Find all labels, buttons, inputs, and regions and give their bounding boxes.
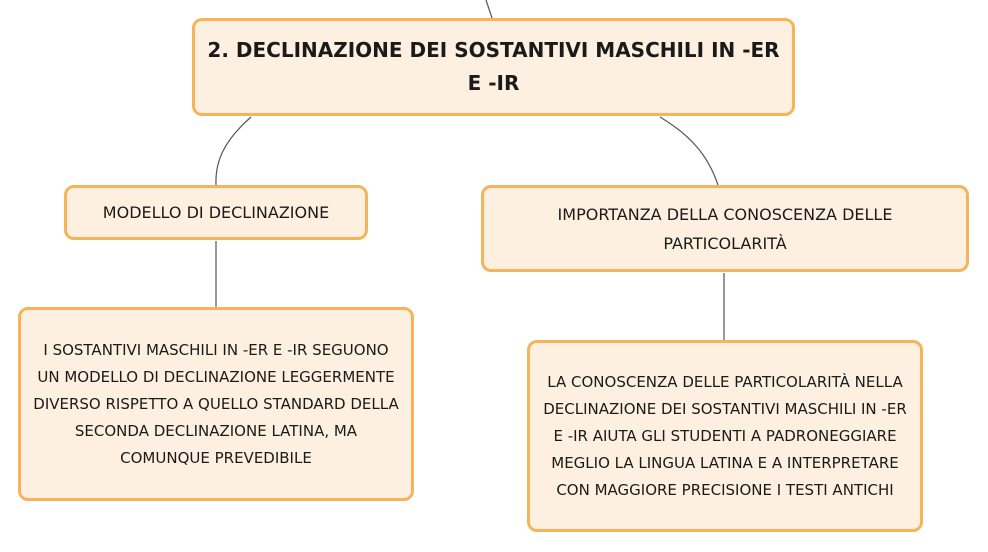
main-topic-label: 2. DECLINAZIONE DEI SOSTANTIVI MASCHILI IN -ER E -IR xyxy=(207,38,780,95)
connector-main-to-left-branch xyxy=(216,117,251,185)
branch-label-importanza: IMPORTANZA DELLA CONOSCENZA DELLE PARTICOLARITÀ xyxy=(557,204,893,253)
leaf-label-modello: I SOSTANTIVI MASCHILI IN -ER E -IR SEGUONO UN MODELLO DI DECLINAZIONE LEGGERMENTE DIVERSO RISPETTO A QUELLO STANDARD DELLA SECONDA DECLINAZIONE LATINA, MA COMUNQUE PREVEDIBILE xyxy=(33,340,399,467)
branch-node-modello[interactable] xyxy=(64,185,368,240)
leaf-node-modello[interactable] xyxy=(18,307,414,501)
leaf-node-importanza[interactable] xyxy=(527,340,923,532)
branch-node-importanza[interactable] xyxy=(481,185,969,272)
main-topic-node[interactable] xyxy=(192,18,795,116)
connector-main-to-right-branch xyxy=(660,117,718,185)
leaf-label-importanza: LA CONOSCENZA DELLE PARTICOLARITÀ NELLA DECLINAZIONE DEI SOSTANTIVI MASCHILI IN -ER E -IR AIUTA GLI STUDENTI A PADRONEGGIARE MEGLIO LA LINGUA LATINA E A INTERPRETARE CON MAGGIORE PRECISIONE I TESTI ANTICHI xyxy=(543,372,907,499)
connector-parent-to-main xyxy=(486,0,492,18)
branch-label-modello: MODELLO DI DECLINAZIONE xyxy=(102,203,330,222)
